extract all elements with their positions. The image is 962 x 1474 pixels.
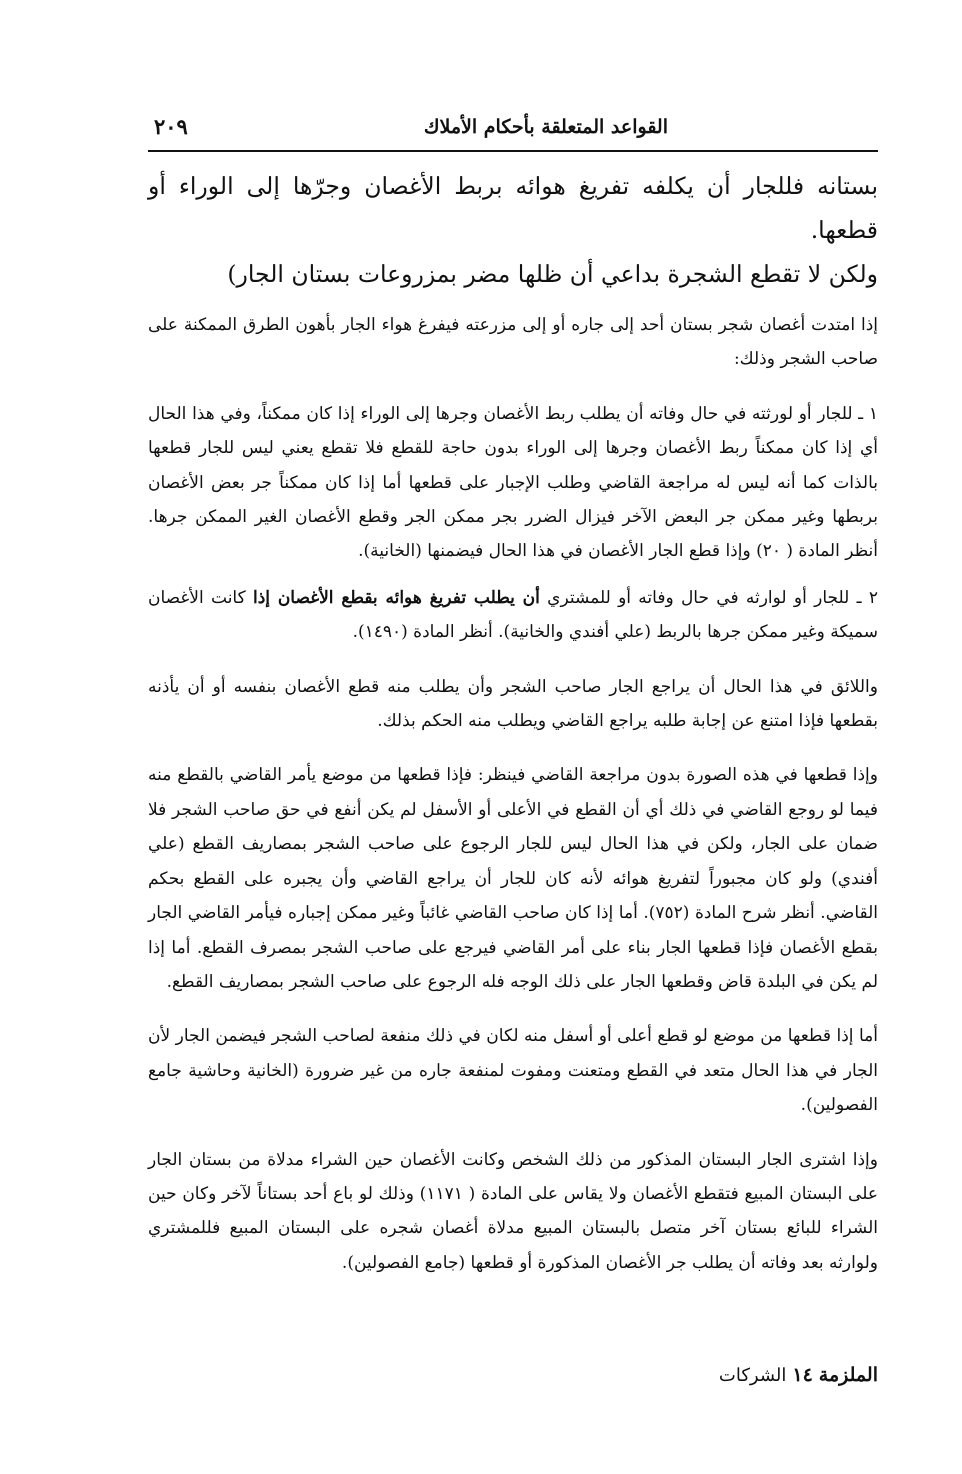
book-page bbox=[148, 112, 878, 1412]
intro-paragraph: إذا امتدت أغصان شجر بستان أحد إلى جاره أو إلى مزرعته فيفرغ هواء الجار بأهون الطرق الممكنة على صاحب الشجر وذلك: bbox=[148, 315, 878, 370]
item-2-bold-text: أن يطلب تفريغ هوائه بقطع الأغصان إذا bbox=[253, 587, 540, 608]
publisher-name: الشركات bbox=[718, 1365, 787, 1386]
page-number: ٢٠٩ bbox=[154, 114, 188, 139]
quote-line: بستانه فللجار أن يكلفه تفريغ هوائه بربط الأغصان وجرّها إلى الوراء أو قطعها. bbox=[148, 172, 878, 244]
paragraph-5: أما إذا قطعها من موضع لو قطع أعلى أو أسفل منه لكان في ذلك منفعة لصاحب الشجر فيضمن الجار لأن الجار في هذا الحال متعد في القطع ومتعنت ومفوت لمنفعة جاره من غير ضرورة (الخانية وحاشية جامع الفصولين). bbox=[148, 1026, 878, 1116]
signature-footer bbox=[719, 1364, 878, 1386]
running-title: القواعد المتعلقة بأحكام الأملاك bbox=[423, 116, 668, 138]
paragraph-3: واللائق في هذا الحال أن يراجع الجار صاحب الشجر وأن يطلب منه قطع الأغصان بنفسه أو أن يأذنه بقطعها فإذا امتنع عن إجابة طلبه يراجع القاضي ويطلب منه الحكم بذلك. bbox=[148, 676, 878, 732]
paragraph-item-2 bbox=[148, 581, 878, 650]
running-header bbox=[148, 112, 878, 152]
signature-label: الملزمة bbox=[818, 1364, 878, 1386]
paragraph-6: وإذا اشترى الجار البستان المذكور من ذلك الشخص وكانت الأغصان حين الشراء مدلاة من بستان الجار على البستان المبيع فتقطع الأغصان ولا يقاس على المادة ( ١١٧١) وذلك لو باع أحد بستاناً لآخر وكان حين الشراء للبائع بستان آخر متصل بالبستان المبيع مدلاة أغصان شجره على البستان المبيع فللمشتري ولوارثه بعد وفاته أن يطلب جر الأغصان المذكورة أو قطعها (جامع الفصولين). bbox=[148, 1149, 878, 1273]
quote-line: ولكن لا تقطع الشجرة بداعي أن ظلها مضر بمزروعات بستان الجار) bbox=[227, 260, 878, 288]
signature-number: ١٤ bbox=[792, 1364, 813, 1386]
paragraph-4: وإذا قطعها في هذه الصورة بدون مراجعة القاضي فينظر: فإذا قطعها من موضع يأمر القاضي بالقطع منه فيما لو روجع القاضي في ذلك أي أن القطع في الأعلى أو الأسفل لم يكن أنفع في حق صاحب الشجر فلا ضمان على الجار، ولكن في هذا الحال ليس للجار الرجوع على صاحب الشجر بمصاريف القطع (علي أفندي) ولو كان مجبوراً لتفريغ هوائه لأنه كان للجار أن يراجع القاضي وأن يجبره على القطع بحكم القاضي. أنظر شرح المادة (٧٥٢). أما إذا كان صاحب القاضي غائباً وغير ممكن إجباره فيأمر القاضي الجار بقطع الأغصان فإذا قطعها الجار بناء على أمر القاضي فيرجع على صاحب الشجر بمصرف القطع. أما إذا لم يكن في البلدة قاض وقطعها الجار على ذلك الوجه فله الرجوع على صاحب الشجر بمصاريف القطع. bbox=[148, 765, 878, 992]
item-2-end: كانت الأغصان سميكة وغير ممكن جرها بالربط (علي أفندي والخانية). أنظر المادة (١٤٩٠). bbox=[148, 587, 878, 643]
paragraph-item-1: ١ ـ للجار أو لورثته في حال وفاته أن يطلب ربط الأغصان وجرها إلى الوراء إذا كان ممكناً، وفي هذا الحال أي إذا كان ممكناً ربط الأغصان وجرها إلى الوراء بدون حاجة للقطع فلا تقطع يعني ليس للجار قطعها بالذات كما أنه ليس له مراجعة القاضي وطلب الإجبار على قطعها أما إذا كان ممكناً جر بعض الأغصان بربطها وغير ممكن جر البعض الآخر فيزال الضرر بجر ممكن الجر وقطع الأغصان الغير الممكن جرها. أنظر المادة ( ٢٠) وإذا قطع الجار الأغصان في هذا الحال فيضمنها (الخانية). bbox=[148, 403, 878, 562]
item-2-start: ٢ ـ للجار أو لوارثه في حال وفاته أو للمشتري bbox=[539, 587, 878, 608]
quoted-article-text bbox=[148, 164, 878, 296]
